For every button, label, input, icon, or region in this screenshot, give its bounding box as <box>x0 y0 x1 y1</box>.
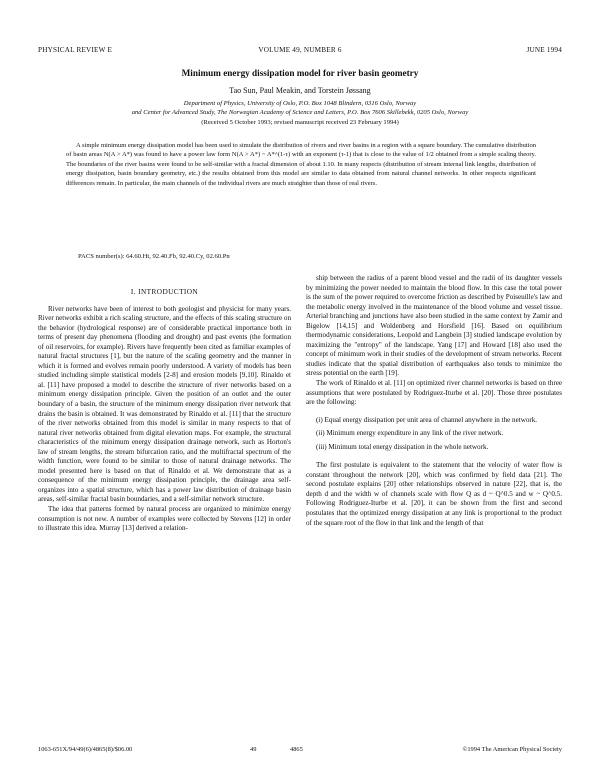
received-dates: (Received 5 October 1993; revised manuscript received 23 February 1994) <box>201 119 399 126</box>
right-column <box>306 274 562 528</box>
body-paragraph: The first postulate is equivalent to the statement that the velocity of water flow is constant throughout the network [20], which was confirmed by field data [21]. The second postulate explains [20] other relationships observed in nature [22], that is, the depth d and the width w of channels scale with flow Q as d ~ Q^0.5 and w ~ Q^0.5. Following Rodriguez-Iturbe et al. [20], it can be shown from the first and second postulates that the optimized energy dissipation at any link is proportional to the product of the square root of the flow in that link and the length of that <box>306 461 562 527</box>
body-paragraph: ship between the radius of a parent blood vessel and the radii of its daughter vessels by minimizing the power needed to maintain the blood flow. In this case the total power is the sum of the power required to overcome friction as described by Poiseuille's law and the metabolic energy involved in the maintenance of the blood volume and vessel tissue. Arterial branching and junctions have also been studied in the same context by Zamir and Bigelow [14,15] and Woldenberg and Horsfield [16]. Based on equilibrium thermodynamic considerations, Leopold and Langbein [3] studied landscape evolution by maximizing the "entropy" of the landscape. Yang [17] and Howard [18] also used the concept of minimum work in their studies of the development of stream networks. Recent studies indicate that the spatial distribution of earthquakes also tends to minimize the stress potential on the earth [19]. <box>306 274 562 378</box>
body-paragraph: The idea that patterns formed by natural process are organized to minimize energy consumption is not new. A number of examples were collected by Stevens [12] in order to illustrate this idea. Murray [13] derived a relation- <box>38 505 291 533</box>
issue-date: JUNE 1994 <box>526 46 562 54</box>
affiliations <box>38 99 562 117</box>
pacs-numbers: PACS number(s): 64.60.Ht, 92.40.Fb, 92.40.Cy, 02.60.Pn <box>78 253 230 260</box>
postulate-list <box>306 416 562 453</box>
page-footer <box>38 746 562 756</box>
running-header <box>38 46 562 58</box>
postulate-item: (i) Equal energy dissipation per unit area of channel anywhere in the network. <box>316 415 538 424</box>
journal-name: PHYSICAL REVIEW E <box>38 46 113 54</box>
footer-volume: 49 <box>250 746 257 753</box>
left-column <box>38 287 291 534</box>
author-list: Tao Sun, Paul Meakin, and Torstein Jøssang <box>229 86 371 95</box>
article-code: 1063-651X/94/49(6)/4865(8)/$06.00 <box>38 746 133 753</box>
page-number: 4865 <box>290 746 303 753</box>
affiliation-2: and Center for Advanced Study, The Norwegian Academy of Science and Letters, P.O. Box 7606 Skillebekk, 0205 Oslo, Norway <box>131 109 469 116</box>
body-paragraph: The work of Rinaldo et al. [11] on optimized river channel networks is based on three assumptions that were postulated by Rodriguez-Iturbe et al. [20]. Those three postulates are the following: <box>306 379 562 407</box>
affiliation-1: Department of Physics, University of Oslo, P.O. Box 1048 Blindern, 0316 Oslo, Norway <box>183 100 417 107</box>
postulate-item: (ii) Minimum energy expenditure in any link of the river network. <box>316 429 504 438</box>
section-heading: I. INTRODUCTION <box>130 287 199 296</box>
postulate-item: (iii) Minimum total energy dissipation in the whole network. <box>316 442 489 451</box>
article-title: Minimum energy dissipation model for river basin geometry <box>181 68 419 78</box>
volume-number: VOLUME 49, NUMBER 6 <box>258 46 342 54</box>
body-paragraph: River networks have been of interest to both geologist and physicist for many years. River networks exhibit a rich scaling structure, and the effects of this scaling structure on the behavior (hydrological response) are of considerable practical importance both in terms of present day phenomena (flooding and drought) and past events (the formation of oil reservoirs, for example). Rivers have frequently been cited as familiar examples of natural fractal structures [1], but the nature of the scaling geometry and the manner in which it is formed and evolves remain poorly understood. A variety of models has been studied including simple statistical models [2-8] and erosion models [9,10]. Rinaldo et al. [11] have proposed a model to describe the structure of river networks based on a minimum energy dissipation principle. Given the position of an outlet and the outer boundary of a basin, the structure of the minimum energy dissipation river network that drains the basin is obtained. It was demonstrated by Rinaldo et al. [11] that the structure of the river networks obtained from this model is similar in many respects to that of natural river networks obtained from digital elevation maps. For example, the structural characteristics of the minimum energy dissipation drainage network, such as Horton's law of stream lengths, the stream bifurcation ratio, and the multifractal spectrum of the width function, were found to be similar to those of natural drainage networks. The model presented here is based on that of Rinaldo et al. We demonstrate that as a consequence of the minimum energy dissipation principle, the drainage area self-organizes into a spatial structure, which has a power law distribution of drainage basin areas, self-similar fractal basin boundaries, and a self-similar network structure. <box>38 304 292 504</box>
abstract: A simple minimum energy dissipation model has been used to simulate the distribution of rivers and river basins in a region with a square boundary. The cumulative distribution of basin areas N(A > A*) was found to have a power law form N(A > A*) ~ A*^(1-τ) with an exponent (τ-1) that is close to the value of 1/2 obtained from a simple scaling theory. The boundaries of the river basins were found to be self-similar with a fractal dimension of about 1.10. In many respects (distribution of stream internal link lengths, distribution of energy dissipation, basin boundary geometry, etc.) the results obtained from this model are similar to data obtained from natural channel networks. In other respects significant differences remain. In particular, the main channels of the individual rivers are much straighter than those of real rivers. <box>66 142 536 187</box>
copyright: ©1994 The American Physical Society <box>462 746 562 753</box>
